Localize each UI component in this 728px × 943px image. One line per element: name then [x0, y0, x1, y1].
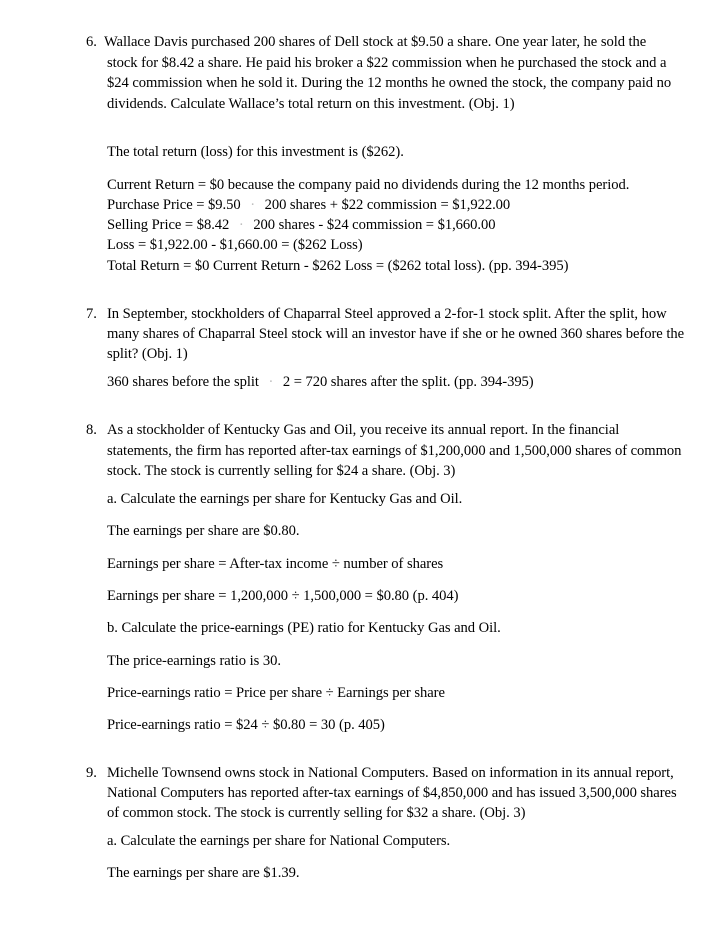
q9-number: 9.	[86, 765, 97, 781]
q7-answer-part-b: 2 = 720 shares after the split. (pp. 394-395)	[282, 374, 534, 390]
q6-total-return: Total Return = $0 Current Return - $262 Loss = ($262 total loss). (pp. 394-395)	[107, 258, 569, 274]
q8-question-line-1: As a stockholder of Kentucky Gas and Oil, you receive its annual report. In the financial	[107, 422, 620, 438]
q7-answer	[107, 375, 534, 390]
q7-number: 7.	[86, 306, 97, 322]
q6-purchase-price	[107, 198, 510, 213]
q7-question-line-2: many shares of Chaparral Steel stock will an investor have if she or he owned 360 shares before the	[107, 326, 684, 342]
q8-part-a-prompt: a. Calculate the earnings per share for Kentucky Gas and Oil.	[107, 491, 463, 507]
q6-selling-price-calc: 200 shares - $24 commission = $1,660.00	[253, 217, 496, 233]
q6-question-line-3: $24 commission when he sold it. During the 12 months he owned the stock, the company paid no	[107, 75, 672, 91]
multiply-symbol: ·	[238, 217, 244, 233]
q6-number: 6.	[86, 34, 97, 50]
q6-purchase-price-calc: 200 shares + $22 commission = $1,922.00	[264, 197, 511, 213]
q8-part-b-calculation: Price-earnings ratio = $24 ÷ $0.80 = 30 (p. 405)	[107, 717, 385, 733]
multiply-symbol: ·	[250, 197, 255, 213]
q8-part-b-answer: The price-earnings ratio is 30.	[107, 653, 281, 669]
q8-part-a-calculation: Earnings per share = 1,200,000 ÷ 1,500,000 = $0.80 (p. 404)	[107, 588, 459, 604]
q6-selling-price-label: Selling Price = $8.42	[107, 217, 230, 233]
q8-part-b-formula: Price-earnings ratio = Price per share ÷ Earnings per share	[107, 685, 445, 701]
q6-loss: Loss = $1,922.00 - $1,660.00 = ($262 Loss)	[107, 237, 363, 253]
q8-part-b-prompt: b. Calculate the price-earnings (PE) ratio for Kentucky Gas and Oil.	[107, 620, 501, 636]
q6-purchase-price-label: Purchase Price = $9.50	[107, 197, 241, 213]
q6-current-return: Current Return = $0 because the company paid no dividends during the 12 months period.	[107, 177, 630, 193]
q6-question-line-2: stock for $8.42 a share. He paid his broker a $22 commission when he purchased the stock and a	[107, 55, 667, 71]
q6-question-line-1: Wallace Davis purchased 200 shares of Dell stock at $9.50 a share. One year later, he sold the	[104, 34, 647, 50]
q6-selling-price	[107, 218, 496, 233]
q7-answer-part-a: 360 shares before the split	[107, 374, 259, 390]
q8-part-a-answer: The earnings per share are $0.80.	[107, 523, 300, 539]
q9-question-line-3: of common stock. The stock is currently selling for $32 a share. (Obj. 3)	[107, 805, 526, 821]
q7-question-line-3: split? (Obj. 1)	[107, 346, 188, 362]
q9-question-line-1: Michelle Townsend owns stock in National Computers. Based on information in its annual report,	[107, 765, 674, 781]
q9-part-a-answer: The earnings per share are $1.39.	[107, 865, 300, 881]
q8-question-line-3: stock. The stock is currently selling for $24 a share. (Obj. 3)	[107, 463, 456, 479]
q6-question-line-4: dividends. Calculate Wallace’s total return on this investment. (Obj. 1)	[107, 96, 515, 112]
q8-question-line-2: statements, the firm has reported after-tax earnings of $1,200,000 and 1,500,000 shares of common	[107, 443, 682, 459]
q6-answer: The total return (loss) for this investment is ($262).	[107, 144, 404, 160]
q8-part-a-formula: Earnings per share = After-tax income ÷ number of shares	[107, 556, 444, 572]
q9-question-line-2: National Computers has reported after-tax earnings of $4,850,000 and has issued 3,500,000 shares	[107, 785, 677, 801]
q8-number: 8.	[86, 422, 97, 438]
q7-question-line-1: In September, stockholders of Chaparral Steel approved a 2-for-1 stock split. After the split, how	[107, 306, 667, 322]
multiply-symbol: ·	[268, 374, 274, 390]
q9-part-a-prompt: a. Calculate the earnings per share for National Computers.	[107, 833, 451, 849]
